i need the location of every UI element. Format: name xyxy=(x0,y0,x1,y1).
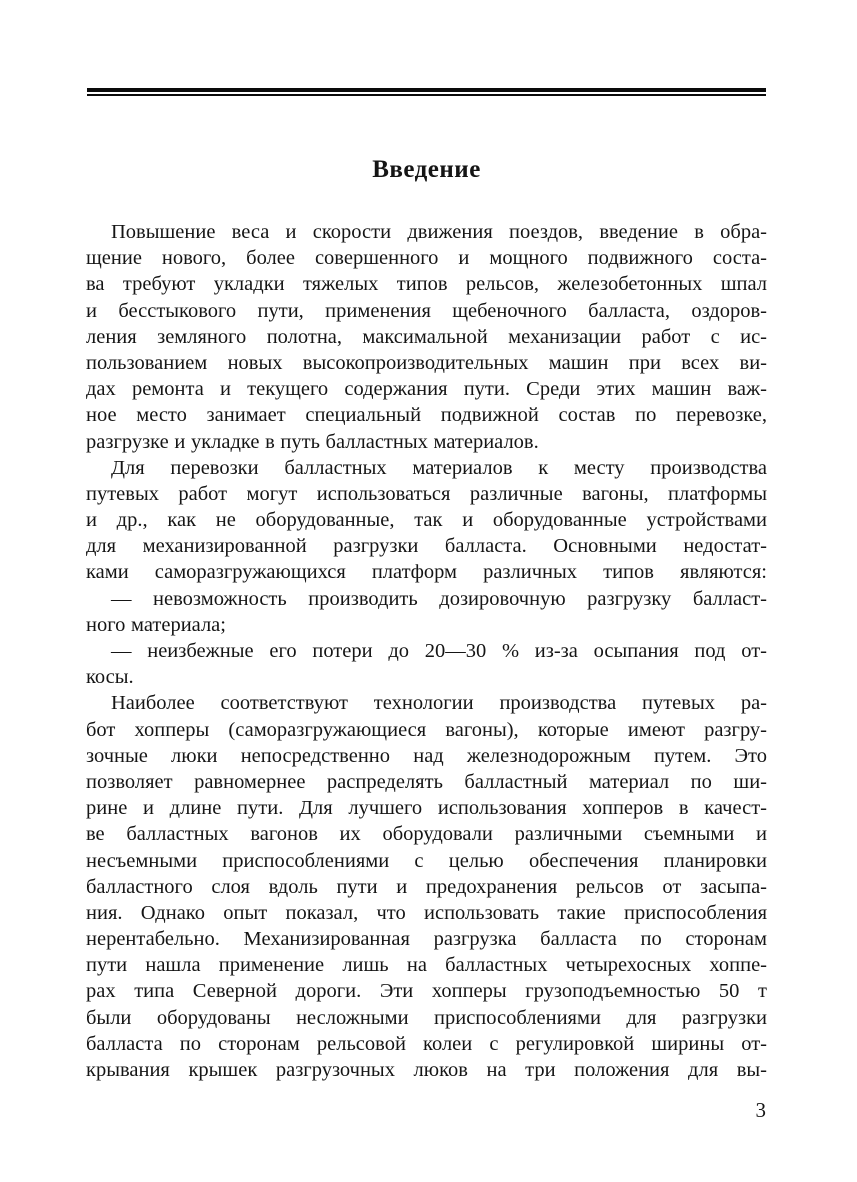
text-line: для механизированной разгрузки балласта. Основными недостат- xyxy=(86,535,767,558)
text-line: ное место занимает специальный подвижной состав по перевозке, xyxy=(86,404,767,427)
text-line: — неизбежные его потери до 20—30 % из-за осыпания под от- xyxy=(111,640,767,662)
text-line: ве балластных вагонов их оборудовали различными съемными и xyxy=(86,823,767,846)
text-line: и др., как не оборудованные, так и оборудованные устройствами xyxy=(86,509,767,532)
page-number: 3 xyxy=(755,1098,766,1122)
text-line: ния. Однако опыт показал, что использовать такие приспособления xyxy=(86,901,767,924)
text-line: и бесстыкового пути, применения щебеночного балласта, оздоров- xyxy=(86,299,767,322)
text-line: Повышение веса и скорости движения поездов, введение в обра- xyxy=(111,221,767,243)
text-line: ного материала; xyxy=(86,613,226,636)
text-line: пути нашла применение лишь на балластных четырехосных хоппе- xyxy=(86,954,767,977)
text-line: Для перевозки балластных материалов к месту производства xyxy=(111,456,767,479)
text-line: зочные люки непосредственно над железнодорожным путем. Это xyxy=(86,744,767,767)
page-title: Введение xyxy=(372,156,481,183)
text-line: косы. xyxy=(86,666,134,689)
text-line: крывания крышек разгрузочных люков на три положения для вы- xyxy=(86,1059,767,1081)
text-line: балласта по сторонам рельсовой колеи с регулировкой ширины от- xyxy=(86,1032,767,1055)
text-line: несъемными приспособлениями с целью обеспечения планировки xyxy=(86,849,767,872)
text-line: разгрузке и укладке в путь балластных материалов. xyxy=(86,430,539,453)
text-line: Наиболее соответствуют технологии производства путевых ра- xyxy=(111,692,767,715)
text-line: позволяет равномернее распределять балластный материал по ши- xyxy=(86,770,767,793)
text-line: пользованием новых высокопроизводительных машин при всех ви- xyxy=(86,351,767,374)
text-line: ва требуют укладки тяжелых типов рельсов, железобетонных шпал xyxy=(86,273,767,296)
text-line: — невозможность производить дозировочную разгрузку балласт- xyxy=(111,587,767,610)
text-line: ления земляного полотна, максимальной механизации работ с ис- xyxy=(86,325,767,348)
header-double-rule xyxy=(87,88,766,96)
text-line: нерентабельно. Механизированная разгрузка балласта по сторонам xyxy=(86,928,767,951)
text-line: были оборудованы несложными приспособлениями для разгрузки xyxy=(86,1006,767,1029)
text-line: балластного слоя вдоль пути и предохранения рельсов от засыпа- xyxy=(86,875,767,898)
text-line: ками саморазгружающихся платформ различных типов являются: xyxy=(86,561,767,584)
text-line: путевых работ могут использоваться различные вагоны, платформы xyxy=(86,482,767,505)
body-text xyxy=(86,219,767,1083)
text-line: рине и длине пути. Для лучшего использования хопперов в качест- xyxy=(86,797,767,820)
text-line: дах ремонта и текущего содержания пути. Среди этих машин важ- xyxy=(86,378,767,401)
text-line: рах типа Северной дороги. Эти хопперы грузоподъемностью 50 т xyxy=(86,980,767,1003)
text-line: щение нового, более совершенного и мощного подвижного соста- xyxy=(86,247,767,270)
text-line: бот хопперы (саморазгружающиеся вагоны), которые имеют разгру- xyxy=(86,718,767,741)
